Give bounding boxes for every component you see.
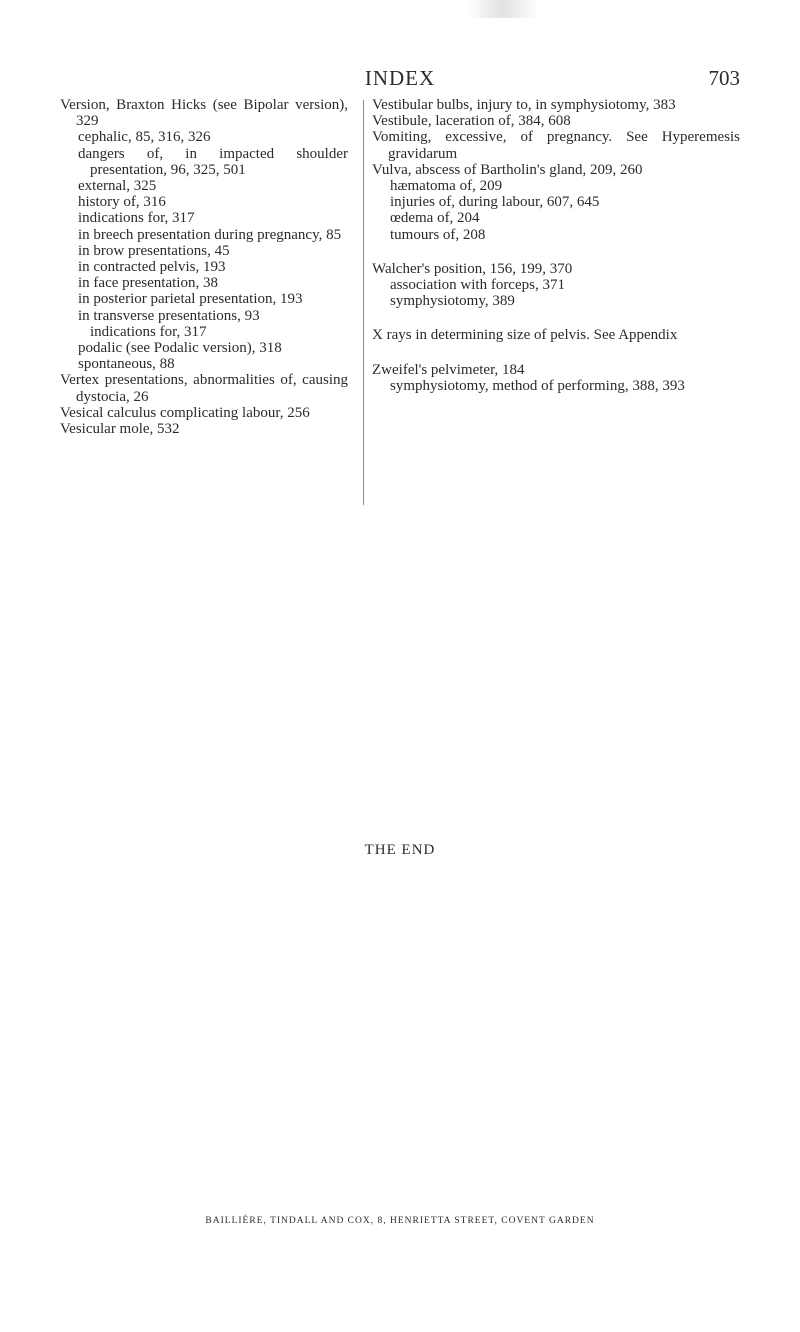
index-entry: Version, Braxton Hicks (see Bipolar version), 329 xyxy=(60,97,348,130)
index-subentry: indications for, 317 xyxy=(90,323,207,340)
index-subentry: œdema of, 204 xyxy=(390,210,480,227)
index-column-right xyxy=(372,97,740,394)
the-end-heading: THE END xyxy=(364,842,436,858)
index-subentry: association with forceps, 371 xyxy=(390,277,565,294)
index-subentry: tumours of, 208 xyxy=(390,226,486,243)
scan-artifact xyxy=(468,0,538,18)
index-subentry: cephalic, 85, 316, 326 xyxy=(78,129,211,146)
index-subentry: in face presentation, 38 xyxy=(78,275,218,292)
index-entry: Vestibule, laceration of, 384, 608 xyxy=(372,113,571,130)
index-subentry: injuries of, during labour, 607, 645 xyxy=(390,194,600,211)
index-entry: Vesical calculus complicating labour, 256 xyxy=(60,404,310,421)
index-subentry: spontaneous, 88 xyxy=(78,356,175,373)
index-entry: Vertex presentations, abnormalities of, causing dystocia, 26 xyxy=(60,372,348,405)
index-column-left xyxy=(60,97,348,437)
index-entry: Walcher's position, 156, 199, 370 xyxy=(372,260,573,277)
index-entry: Vomiting, excessive, of pregnancy. See Hyperemesis gravidarum xyxy=(372,129,740,162)
index-subentry: symphysiotomy, method of performing, 388, 393 xyxy=(390,377,685,394)
index-subentry: in contracted pelvis, 193 xyxy=(78,259,226,276)
index-subentry: history of, 316 xyxy=(78,194,166,211)
entry-gap xyxy=(372,344,740,362)
index-subentry: indications for, 317 xyxy=(78,210,195,227)
index-subentry: in posterior parietal presentation, 193 xyxy=(78,291,303,308)
index-entry: Zweifel's pelvimeter, 184 xyxy=(372,361,525,378)
index-subentry: in breech presentation during pregnancy, 85 xyxy=(78,226,342,243)
index-entry: Vesicular mole, 532 xyxy=(60,421,180,438)
index-subentry: external, 325 xyxy=(78,178,157,195)
index-subentry: podalic (see Podalic version), 318 xyxy=(78,340,282,357)
entry-gap xyxy=(372,243,740,261)
index-subentry: in transverse presentations, 93 xyxy=(78,307,260,324)
index-entry: Vulva, abscess of Bartholin's gland, 209, 260 xyxy=(372,161,643,178)
page-number: 703 xyxy=(708,66,740,90)
index-subentry: dangers of, in impacted shoulder presentation, 96, 325, 501 xyxy=(78,145,348,178)
index-subentry: hæmatoma of, 209 xyxy=(390,178,503,195)
index-subentry: symphysiotomy, 389 xyxy=(390,293,515,310)
column-divider xyxy=(363,100,364,505)
running-head-title: INDEX xyxy=(364,66,436,90)
entry-gap xyxy=(372,309,740,327)
index-subentry: in brow presentations, 45 xyxy=(78,242,230,259)
printer-imprint: BAILLIÈRE, TINDALL AND COX, 8, HENRIETTA STREET, COVENT GARDEN xyxy=(205,1216,595,1226)
index-entry: X rays in determining size of pelvis. See Appendix xyxy=(372,327,678,344)
index-entry: Vestibular bulbs, injury to, in symphysiotomy, 383 xyxy=(372,97,676,113)
